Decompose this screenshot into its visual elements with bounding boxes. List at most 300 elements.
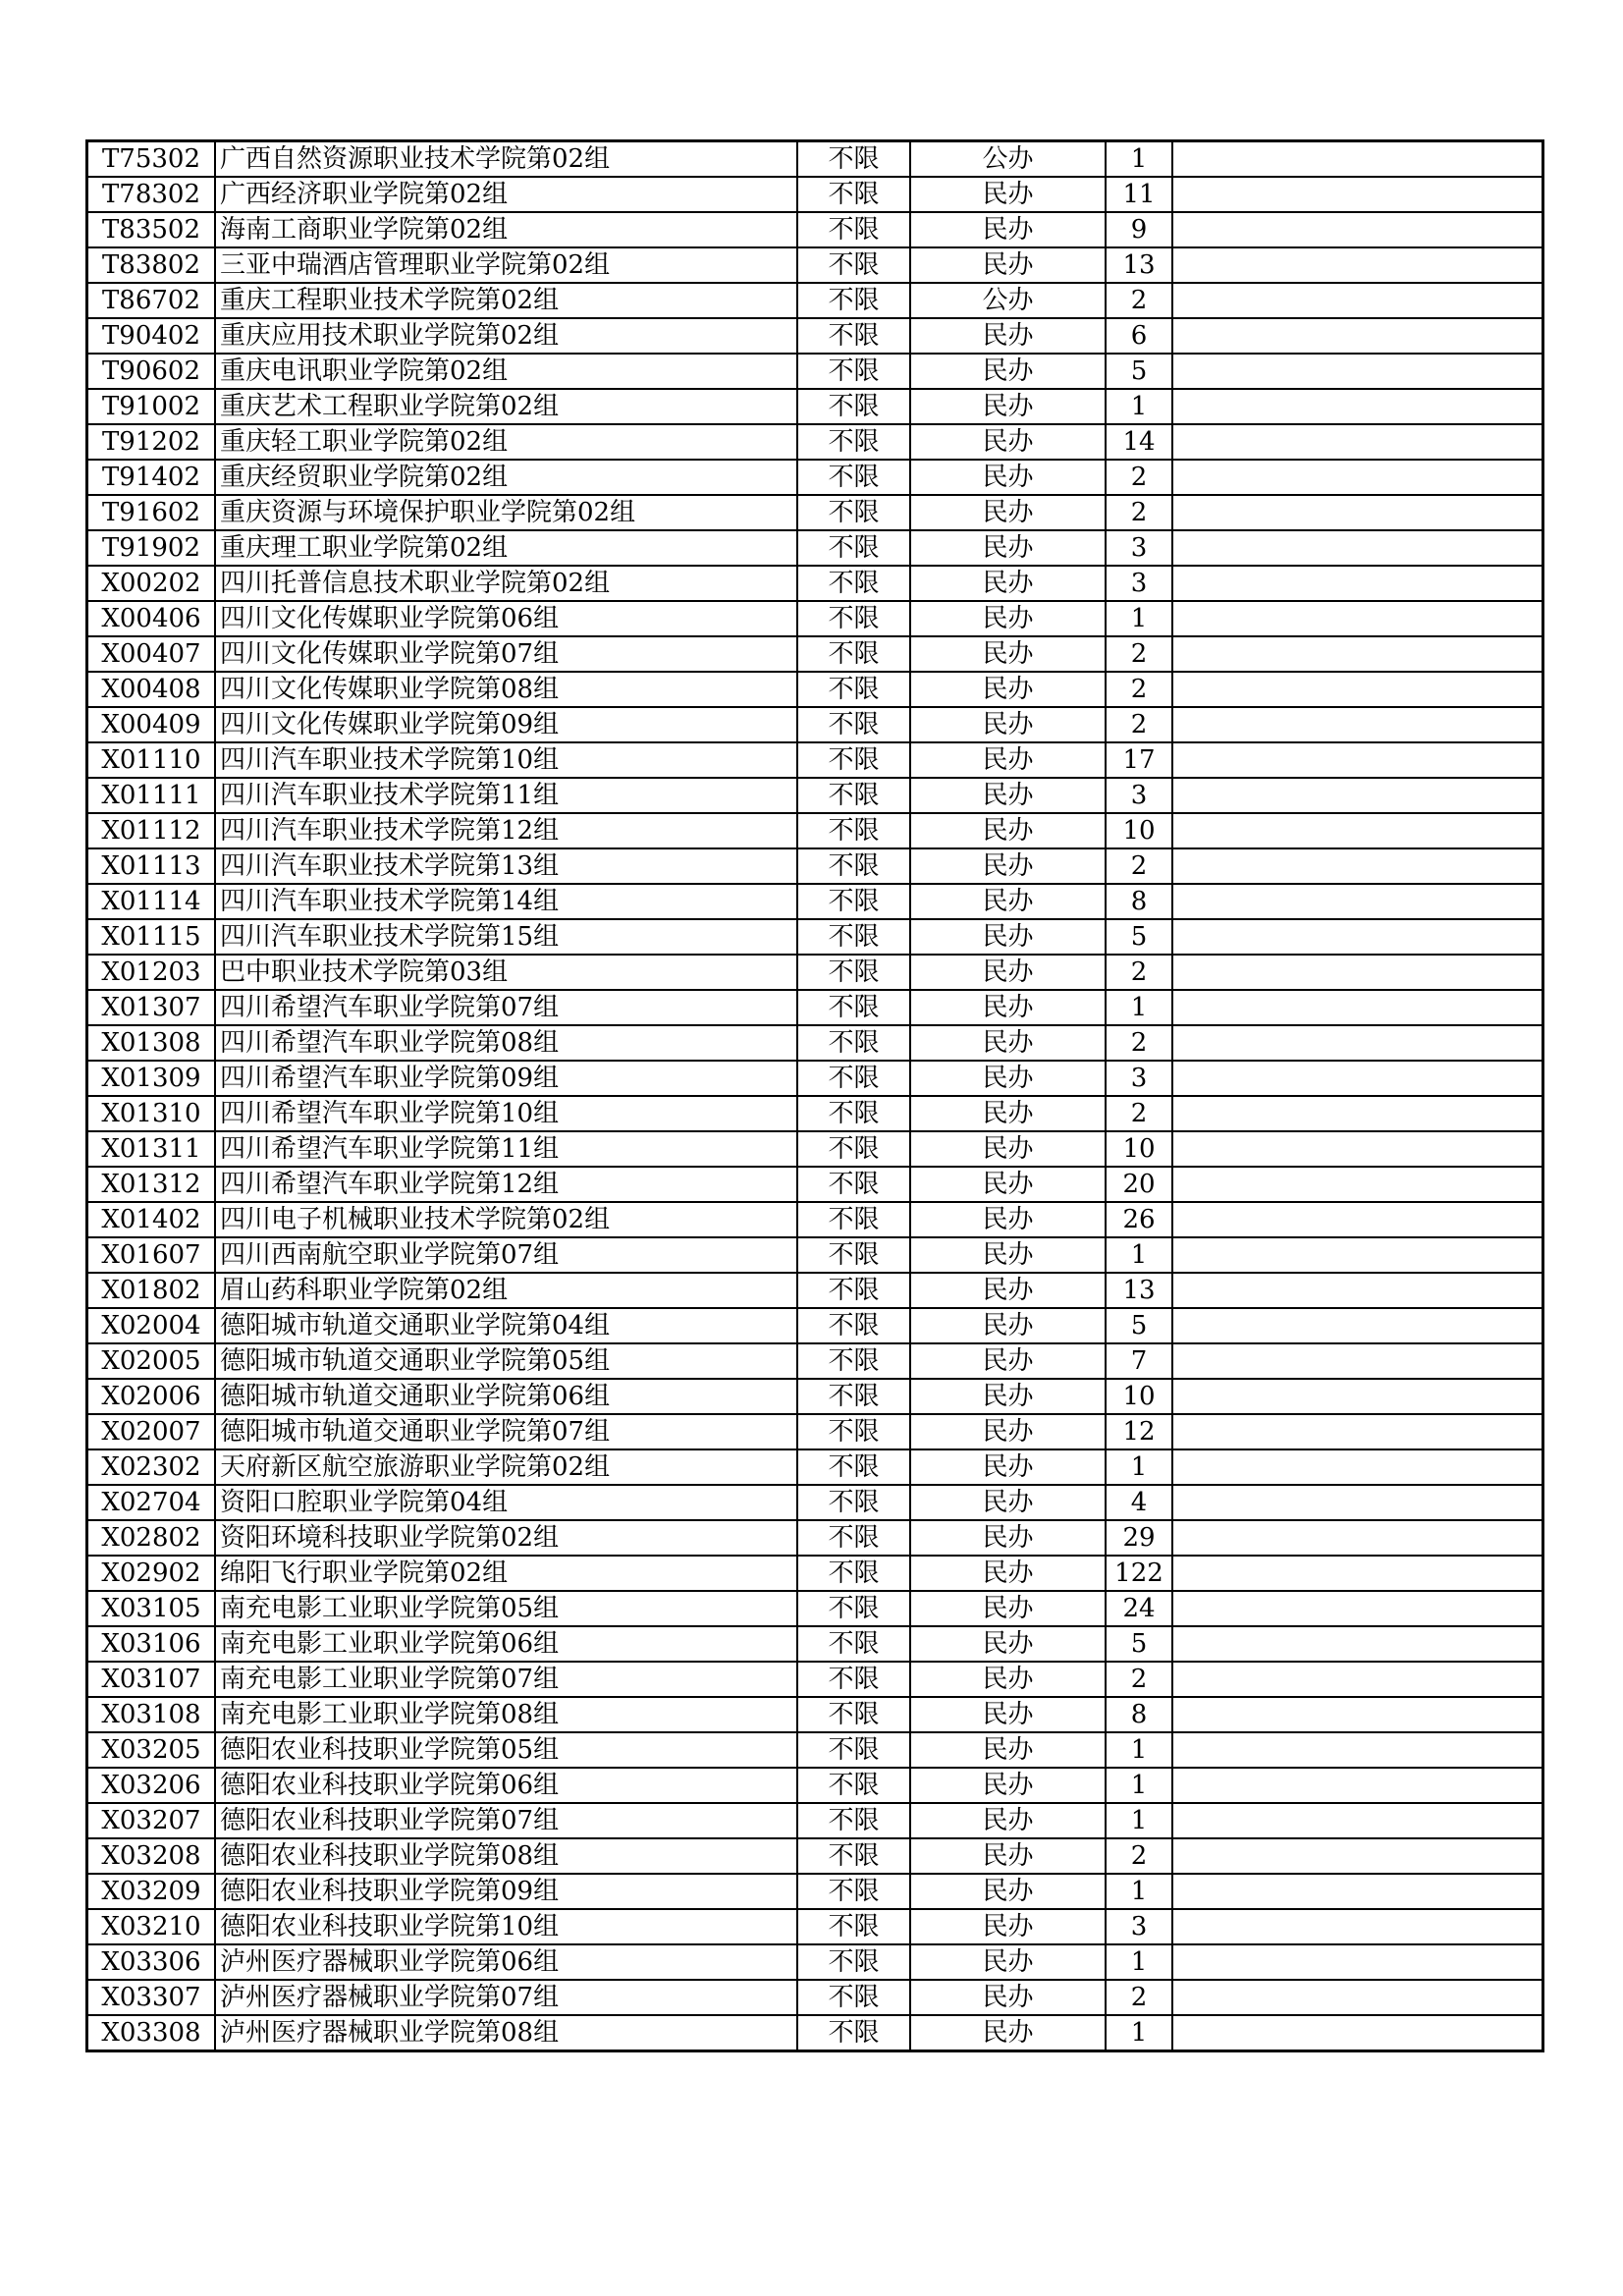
school-group-name-cell: 四川希望汽车职业学院第07组 [215, 990, 797, 1025]
school-type-cell: 民办 [910, 1944, 1106, 1980]
subject-limit-cell: 不限 [797, 1874, 910, 1909]
school-group-name-cell: 泸州医疗器械职业学院第08组 [215, 2015, 797, 2051]
subject-limit-cell: 不限 [797, 1379, 910, 1414]
group-code-cell: X03207 [87, 1803, 216, 1838]
remarks-cell [1172, 1449, 1543, 1485]
table-row [87, 1025, 1543, 1061]
subject-limit-cell: 不限 [797, 141, 910, 178]
group-code-cell: X01312 [87, 1167, 216, 1202]
remarks-cell [1172, 778, 1543, 813]
school-group-name-cell: 四川汽车职业技术学院第13组 [215, 848, 797, 884]
plan-count-cell: 1 [1106, 1944, 1172, 1980]
school-group-name-cell: 四川希望汽车职业学院第12组 [215, 1167, 797, 1202]
table-row [87, 1591, 1543, 1626]
subject-limit-cell: 不限 [797, 1626, 910, 1662]
school-type-cell: 民办 [910, 742, 1106, 778]
school-group-name-cell: 四川汽车职业技术学院第11组 [215, 778, 797, 813]
group-code-cell: T91002 [87, 389, 216, 424]
remarks-cell [1172, 1662, 1543, 1697]
group-code-cell: X01112 [87, 813, 216, 848]
group-code-cell: X01110 [87, 742, 216, 778]
group-code-cell: X01308 [87, 1025, 216, 1061]
group-code-cell: T91402 [87, 460, 216, 495]
remarks-cell [1172, 460, 1543, 495]
plan-count-cell: 2 [1106, 1980, 1172, 2015]
school-group-name-cell: 资阳环境科技职业学院第02组 [215, 1520, 797, 1556]
subject-limit-cell: 不限 [797, 1591, 910, 1626]
subject-limit-cell: 不限 [797, 1732, 910, 1768]
subject-limit-cell: 不限 [797, 919, 910, 955]
subject-limit-cell: 不限 [797, 354, 910, 389]
plan-count-cell: 10 [1106, 1131, 1172, 1167]
plan-count-cell: 3 [1106, 1909, 1172, 1944]
group-code-cell: T83802 [87, 247, 216, 283]
remarks-cell [1172, 1308, 1543, 1343]
school-group-name-cell: 重庆应用技术职业学院第02组 [215, 318, 797, 354]
school-type-cell: 民办 [910, 636, 1106, 672]
table-row [87, 1202, 1543, 1237]
school-type-cell: 民办 [910, 1449, 1106, 1485]
subject-limit-cell: 不限 [797, 1343, 910, 1379]
remarks-cell [1172, 318, 1543, 354]
plan-count-cell: 9 [1106, 212, 1172, 247]
group-code-cell: X02902 [87, 1556, 216, 1591]
school-type-cell: 民办 [910, 990, 1106, 1025]
school-type-cell: 民办 [910, 495, 1106, 530]
table-row [87, 495, 1543, 530]
school-group-name-cell: 四川文化传媒职业学院第07组 [215, 636, 797, 672]
plan-count-cell: 5 [1106, 919, 1172, 955]
remarks-cell [1172, 1556, 1543, 1591]
remarks-cell [1172, 2015, 1543, 2051]
table-row [87, 212, 1543, 247]
subject-limit-cell: 不限 [797, 1980, 910, 2015]
school-group-name-cell: 四川汽车职业技术学院第14组 [215, 884, 797, 919]
plan-count-cell: 1 [1106, 1874, 1172, 1909]
subject-limit-cell: 不限 [797, 177, 910, 212]
group-code-cell: X03308 [87, 2015, 216, 2051]
table-row [87, 1414, 1543, 1449]
school-type-cell: 民办 [910, 1167, 1106, 1202]
school-type-cell: 民办 [910, 1061, 1106, 1096]
school-type-cell: 民办 [910, 884, 1106, 919]
school-group-name-cell: 巴中职业技术学院第03组 [215, 955, 797, 990]
subject-limit-cell: 不限 [797, 1556, 910, 1591]
plan-count-cell: 1 [1106, 1732, 1172, 1768]
subject-limit-cell: 不限 [797, 530, 910, 566]
table-row [87, 1308, 1543, 1343]
group-code-cell: X02005 [87, 1343, 216, 1379]
school-group-name-cell: 四川希望汽车职业学院第10组 [215, 1096, 797, 1131]
table-row [87, 919, 1543, 955]
group-code-cell: X01115 [87, 919, 216, 955]
table-row [87, 1237, 1543, 1273]
plan-count-cell: 2 [1106, 707, 1172, 742]
plan-count-cell: 6 [1106, 318, 1172, 354]
table-row [87, 1520, 1543, 1556]
school-group-name-cell: 四川电子机械职业技术学院第02组 [215, 1202, 797, 1237]
group-code-cell: X01607 [87, 1237, 216, 1273]
plan-count-cell: 2 [1106, 460, 1172, 495]
school-group-name-cell: 重庆电讯职业学院第02组 [215, 354, 797, 389]
school-group-name-cell: 德阳农业科技职业学院第07组 [215, 1803, 797, 1838]
subject-limit-cell: 不限 [797, 884, 910, 919]
subject-limit-cell: 不限 [797, 1167, 910, 1202]
school-group-name-cell: 绵阳飞行职业学院第02组 [215, 1556, 797, 1591]
table-row [87, 1449, 1543, 1485]
table-row [87, 884, 1543, 919]
group-code-cell: T91602 [87, 495, 216, 530]
table-row [87, 778, 1543, 813]
subject-limit-cell: 不限 [797, 424, 910, 460]
school-group-name-cell: 德阳农业科技职业学院第05组 [215, 1732, 797, 1768]
school-group-name-cell: 四川西南航空职业学院第07组 [215, 1237, 797, 1273]
plan-count-cell: 8 [1106, 884, 1172, 919]
plan-count-cell: 2 [1106, 955, 1172, 990]
table-row [87, 424, 1543, 460]
table-row [87, 990, 1543, 1025]
school-type-cell: 民办 [910, 707, 1106, 742]
table-row [87, 1061, 1543, 1096]
plan-count-cell: 29 [1106, 1520, 1172, 1556]
remarks-cell [1172, 919, 1543, 955]
subject-limit-cell: 不限 [797, 955, 910, 990]
remarks-cell [1172, 1944, 1543, 1980]
table-row [87, 354, 1543, 389]
school-type-cell: 民办 [910, 1414, 1106, 1449]
group-code-cell: T86702 [87, 283, 216, 318]
plan-count-cell: 26 [1106, 1202, 1172, 1237]
remarks-cell [1172, 1697, 1543, 1732]
plan-count-cell: 2 [1106, 1025, 1172, 1061]
subject-limit-cell: 不限 [797, 636, 910, 672]
remarks-cell [1172, 1096, 1543, 1131]
school-type-cell: 民办 [910, 848, 1106, 884]
group-code-cell: X03208 [87, 1838, 216, 1874]
school-group-name-cell: 德阳农业科技职业学院第10组 [215, 1909, 797, 1944]
school-type-cell: 民办 [910, 212, 1106, 247]
school-group-name-cell: 德阳城市轨道交通职业学院第04组 [215, 1308, 797, 1343]
remarks-cell [1172, 1379, 1543, 1414]
subject-limit-cell: 不限 [797, 212, 910, 247]
table-row [87, 2015, 1543, 2051]
table-row [87, 601, 1543, 636]
group-code-cell: X03206 [87, 1768, 216, 1803]
subject-limit-cell: 不限 [797, 672, 910, 707]
group-code-cell: X01113 [87, 848, 216, 884]
remarks-cell [1172, 1909, 1543, 1944]
school-group-name-cell: 四川希望汽车职业学院第08组 [215, 1025, 797, 1061]
group-code-cell: X01203 [87, 955, 216, 990]
table-row [87, 1379, 1543, 1414]
remarks-cell [1172, 1237, 1543, 1273]
table-row [87, 636, 1543, 672]
school-type-cell: 民办 [910, 530, 1106, 566]
subject-limit-cell: 不限 [797, 460, 910, 495]
plan-count-cell: 14 [1106, 424, 1172, 460]
plan-count-cell: 1 [1106, 990, 1172, 1025]
plan-count-cell: 13 [1106, 247, 1172, 283]
plan-count-cell: 20 [1106, 1167, 1172, 1202]
group-code-cell: X01402 [87, 1202, 216, 1237]
subject-limit-cell: 不限 [797, 1061, 910, 1096]
remarks-cell [1172, 212, 1543, 247]
table-row [87, 1838, 1543, 1874]
group-code-cell: X02004 [87, 1308, 216, 1343]
remarks-cell [1172, 707, 1543, 742]
remarks-cell [1172, 1485, 1543, 1520]
subject-limit-cell: 不限 [797, 1308, 910, 1343]
table-row [87, 1167, 1543, 1202]
subject-limit-cell: 不限 [797, 1273, 910, 1308]
remarks-cell [1172, 1343, 1543, 1379]
subject-limit-cell: 不限 [797, 601, 910, 636]
table-row [87, 1556, 1543, 1591]
table-row [87, 1732, 1543, 1768]
plan-count-cell: 2 [1106, 283, 1172, 318]
remarks-cell [1172, 601, 1543, 636]
school-group-name-cell: 南充电影工业职业学院第08组 [215, 1697, 797, 1732]
group-code-cell: T90602 [87, 354, 216, 389]
table-row [87, 1662, 1543, 1697]
table-row [87, 460, 1543, 495]
subject-limit-cell: 不限 [797, 778, 910, 813]
table-row [87, 1697, 1543, 1732]
school-group-name-cell: 天府新区航空旅游职业学院第02组 [215, 1449, 797, 1485]
school-type-cell: 民办 [910, 247, 1106, 283]
plan-count-cell: 5 [1106, 1626, 1172, 1662]
remarks-cell [1172, 389, 1543, 424]
subject-limit-cell: 不限 [797, 1768, 910, 1803]
group-code-cell: X01311 [87, 1131, 216, 1167]
remarks-cell [1172, 813, 1543, 848]
table-row [87, 1768, 1543, 1803]
school-type-cell: 民办 [910, 1237, 1106, 1273]
school-type-cell: 民办 [910, 1909, 1106, 1944]
plan-count-cell: 2 [1106, 672, 1172, 707]
table-row [87, 707, 1543, 742]
group-code-cell: X01309 [87, 1061, 216, 1096]
table-row [87, 1944, 1543, 1980]
school-type-cell: 民办 [910, 1096, 1106, 1131]
remarks-cell [1172, 848, 1543, 884]
school-type-cell: 民办 [910, 1556, 1106, 1591]
school-type-cell: 民办 [910, 1202, 1106, 1237]
remarks-cell [1172, 566, 1543, 601]
remarks-cell [1172, 1803, 1543, 1838]
group-code-cell: X01310 [87, 1096, 216, 1131]
remarks-cell [1172, 1874, 1543, 1909]
table-body [87, 141, 1543, 2051]
school-group-name-cell: 重庆艺术工程职业学院第02组 [215, 389, 797, 424]
plan-count-cell: 1 [1106, 601, 1172, 636]
table-row [87, 1980, 1543, 2015]
school-type-cell: 公办 [910, 283, 1106, 318]
school-group-name-cell: 泸州医疗器械职业学院第07组 [215, 1980, 797, 2015]
admission-plan-table [85, 139, 1544, 2052]
school-type-cell: 民办 [910, 424, 1106, 460]
table-row [87, 1096, 1543, 1131]
subject-limit-cell: 不限 [797, 1096, 910, 1131]
remarks-cell [1172, 742, 1543, 778]
school-type-cell: 民办 [910, 1626, 1106, 1662]
table-row [87, 1626, 1543, 1662]
school-group-name-cell: 南充电影工业职业学院第05组 [215, 1591, 797, 1626]
school-type-cell: 民办 [910, 1343, 1106, 1379]
school-group-name-cell: 四川希望汽车职业学院第09组 [215, 1061, 797, 1096]
remarks-cell [1172, 1626, 1543, 1662]
school-group-name-cell: 四川文化传媒职业学院第08组 [215, 672, 797, 707]
group-code-cell: X03307 [87, 1980, 216, 2015]
subject-limit-cell: 不限 [797, 742, 910, 778]
plan-count-cell: 2 [1106, 636, 1172, 672]
school-type-cell: 民办 [910, 672, 1106, 707]
plan-count-cell: 13 [1106, 1273, 1172, 1308]
table-row [87, 247, 1543, 283]
school-group-name-cell: 四川汽车职业技术学院第10组 [215, 742, 797, 778]
group-code-cell: X02007 [87, 1414, 216, 1449]
school-type-cell: 民办 [910, 1838, 1106, 1874]
table-row [87, 955, 1543, 990]
plan-count-cell: 1 [1106, 2015, 1172, 2051]
table-row [87, 742, 1543, 778]
plan-count-cell: 12 [1106, 1414, 1172, 1449]
remarks-cell [1172, 884, 1543, 919]
plan-count-cell: 1 [1106, 1237, 1172, 1273]
school-type-cell: 公办 [910, 141, 1106, 178]
subject-limit-cell: 不限 [797, 1025, 910, 1061]
group-code-cell: X02006 [87, 1379, 216, 1414]
school-type-cell: 民办 [910, 2015, 1106, 2051]
remarks-cell [1172, 1167, 1543, 1202]
group-code-cell: X00202 [87, 566, 216, 601]
remarks-cell [1172, 955, 1543, 990]
table-row [87, 1343, 1543, 1379]
school-group-name-cell: 四川希望汽车职业学院第11组 [215, 1131, 797, 1167]
remarks-cell [1172, 247, 1543, 283]
group-code-cell: T91202 [87, 424, 216, 460]
school-type-cell: 民办 [910, 1662, 1106, 1697]
table-row [87, 389, 1543, 424]
plan-count-cell: 122 [1106, 1556, 1172, 1591]
school-group-name-cell: 泸州医疗器械职业学院第06组 [215, 1944, 797, 1980]
school-type-cell: 民办 [910, 1697, 1106, 1732]
subject-limit-cell: 不限 [797, 1449, 910, 1485]
plan-count-cell: 5 [1106, 1308, 1172, 1343]
plan-count-cell: 2 [1106, 848, 1172, 884]
school-type-cell: 民办 [910, 389, 1106, 424]
table-row [87, 318, 1543, 354]
group-code-cell: X01111 [87, 778, 216, 813]
table-row [87, 177, 1543, 212]
school-type-cell: 民办 [910, 1768, 1106, 1803]
school-group-name-cell: 四川文化传媒职业学院第06组 [215, 601, 797, 636]
subject-limit-cell: 不限 [797, 283, 910, 318]
table-row [87, 1909, 1543, 1944]
plan-count-cell: 1 [1106, 389, 1172, 424]
school-group-name-cell: 四川托普信息技术职业学院第02组 [215, 566, 797, 601]
school-type-cell: 民办 [910, 1485, 1106, 1520]
table-row [87, 141, 1543, 178]
group-code-cell: X01114 [87, 884, 216, 919]
school-type-cell: 民办 [910, 1732, 1106, 1768]
subject-limit-cell: 不限 [797, 813, 910, 848]
remarks-cell [1172, 1025, 1543, 1061]
plan-count-cell: 2 [1106, 1662, 1172, 1697]
school-group-name-cell: 广西自然资源职业技术学院第02组 [215, 141, 797, 178]
remarks-cell [1172, 1838, 1543, 1874]
group-code-cell: T75302 [87, 141, 216, 178]
remarks-cell [1172, 177, 1543, 212]
subject-limit-cell: 不限 [797, 318, 910, 354]
school-type-cell: 民办 [910, 1308, 1106, 1343]
remarks-cell [1172, 1273, 1543, 1308]
remarks-cell [1172, 1131, 1543, 1167]
group-code-cell: X02704 [87, 1485, 216, 1520]
group-code-cell: X03306 [87, 1944, 216, 1980]
school-type-cell: 民办 [910, 919, 1106, 955]
group-code-cell: X02302 [87, 1449, 216, 1485]
school-type-cell: 民办 [910, 1591, 1106, 1626]
plan-count-cell: 1 [1106, 141, 1172, 178]
group-code-cell: X00407 [87, 636, 216, 672]
subject-limit-cell: 不限 [797, 707, 910, 742]
school-group-name-cell: 德阳农业科技职业学院第09组 [215, 1874, 797, 1909]
school-type-cell: 民办 [910, 1980, 1106, 2015]
plan-count-cell: 24 [1106, 1591, 1172, 1626]
subject-limit-cell: 不限 [797, 1520, 910, 1556]
school-group-name-cell: 四川文化传媒职业学院第09组 [215, 707, 797, 742]
subject-limit-cell: 不限 [797, 848, 910, 884]
table-row [87, 1485, 1543, 1520]
plan-count-cell: 3 [1106, 530, 1172, 566]
table-row [87, 813, 1543, 848]
subject-limit-cell: 不限 [797, 495, 910, 530]
subject-limit-cell: 不限 [797, 1838, 910, 1874]
subject-limit-cell: 不限 [797, 389, 910, 424]
plan-count-cell: 3 [1106, 1061, 1172, 1096]
school-group-name-cell: 德阳农业科技职业学院第08组 [215, 1838, 797, 1874]
subject-limit-cell: 不限 [797, 1662, 910, 1697]
subject-limit-cell: 不限 [797, 990, 910, 1025]
table-row [87, 566, 1543, 601]
table-row [87, 672, 1543, 707]
subject-limit-cell: 不限 [797, 1485, 910, 1520]
remarks-cell [1172, 495, 1543, 530]
school-group-name-cell: 重庆理工职业学院第02组 [215, 530, 797, 566]
plan-count-cell: 7 [1106, 1343, 1172, 1379]
table-row [87, 530, 1543, 566]
school-group-name-cell: 海南工商职业学院第02组 [215, 212, 797, 247]
subject-limit-cell: 不限 [797, 1131, 910, 1167]
plan-count-cell: 10 [1106, 813, 1172, 848]
school-group-name-cell: 重庆经贸职业学院第02组 [215, 460, 797, 495]
school-group-name-cell: 重庆轻工职业学院第02组 [215, 424, 797, 460]
school-type-cell: 民办 [910, 1803, 1106, 1838]
plan-count-cell: 2 [1106, 1096, 1172, 1131]
group-code-cell: X03209 [87, 1874, 216, 1909]
group-code-cell: T83502 [87, 212, 216, 247]
school-type-cell: 民办 [910, 460, 1106, 495]
school-group-name-cell: 德阳城市轨道交通职业学院第05组 [215, 1343, 797, 1379]
table-row [87, 1803, 1543, 1838]
subject-limit-cell: 不限 [797, 1803, 910, 1838]
group-code-cell: T90402 [87, 318, 216, 354]
school-type-cell: 民办 [910, 1025, 1106, 1061]
subject-limit-cell: 不限 [797, 1697, 910, 1732]
school-group-name-cell: 四川汽车职业技术学院第15组 [215, 919, 797, 955]
table-row [87, 848, 1543, 884]
